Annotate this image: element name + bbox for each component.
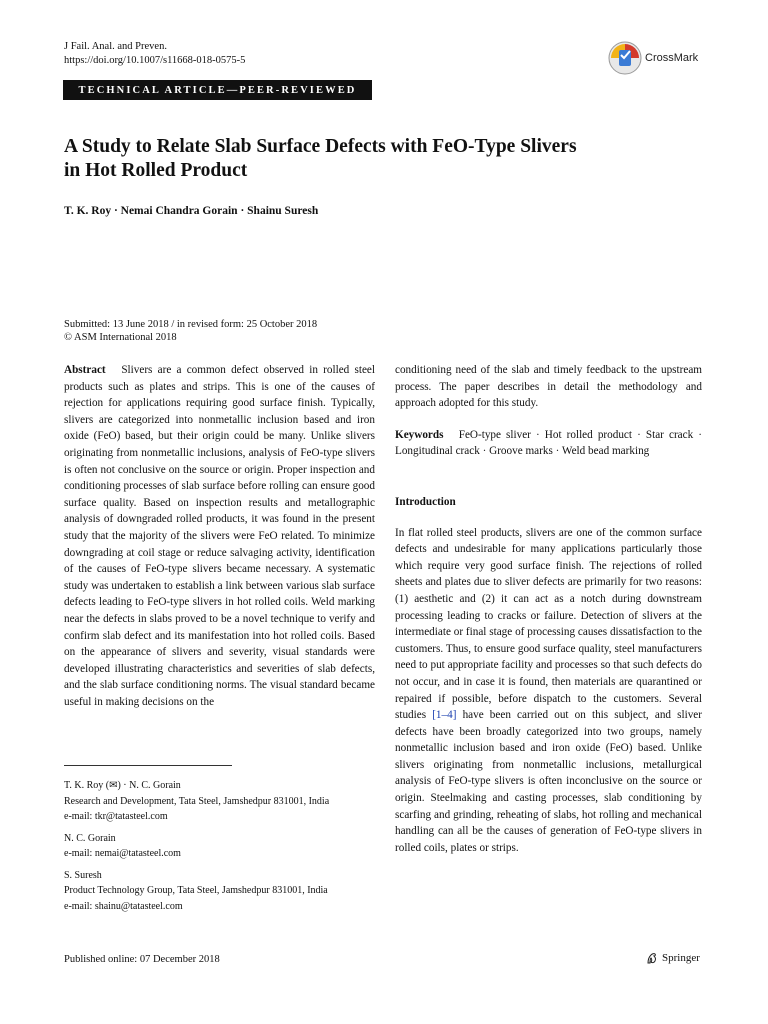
abstract-text: Slivers are a common defect observed in rolled steel products such as plates and strips. This is one of the causes of rejection for applications requiring good surface finish. Typically, slivers are categorized into nonmetallic inclusion based and iron oxide (FeO) based, but their origin could be many. Unlike slivers originating from nonmetallic inclusions, analysis of FeO-type slivers is often not conclusive on the source or origin. Proper inspection and conditioning processes of slab surface before rolling can ensure good surface quality. Based on inspection results and metallographic analysis of downgraded rolled products, it was found in the present study that the majority of the slivers were FeO related. To minimize downgrading at coil stage or reduce salvaging activity, identification of the causes of FeO-type slivers became necessary. A systematic study was undertaken to establish a link between various slab surface defects leading to FeO-type slivers in hot rolled coils. Weld marking near the defects in slabs proved to be a novel technique to verify and confirm slab defect and its manifestation into hot rolled coils. Based on the appearance of slivers and severity, visual standards were developed illustrating characteristics and severities of slab defects, and the slab surface conditioning norms. The visual standard became useful in making decisions on the bbox=[64, 364, 376, 708]
journal-name: J Fail. Anal. and Preven. bbox=[64, 41, 167, 52]
citation-link[interactable]: [1–4] bbox=[432, 709, 457, 722]
affil-2-email[interactable]: e-mail: nemai@tatasteel.com bbox=[64, 848, 181, 859]
affil-1-name: T. K. Roy (✉) · N. C. Gorain bbox=[64, 780, 181, 791]
abstract-section bbox=[64, 362, 375, 710]
abstract-continued: conditioning need of the slab and timely feedback to the upstream process. The paper describes in detail the methodology and approach adopted for this study. bbox=[395, 364, 702, 410]
published-date: Published online: 07 December 2018 bbox=[64, 954, 220, 965]
article-title bbox=[64, 135, 684, 183]
submitted-date: Submitted: 13 June 2018 / in revised form: 25 October 2018 bbox=[64, 319, 318, 330]
affil-1-email[interactable]: e-mail: tkr@tatasteel.com bbox=[64, 811, 168, 822]
affil-1-org: Research and Development, Tata Steel, Jamshedpur 831001, India bbox=[64, 795, 330, 807]
springer-label: Springer bbox=[662, 952, 700, 964]
right-column bbox=[395, 362, 702, 856]
affil-2-name: N. C. Gorain bbox=[64, 832, 116, 844]
intro-text-2: have been carried out on this subject, and sliver defects have been broadly categorized into two groups, namely nonmetallic inclusion based and iron oxide (FeO) based. Unlike slivers originating from nonmetallic inclusions, metallurgical analysis of FeO-type slivers is often inconclusive on the source or origin. Steelmaking and casting processes, slab conditioning by scarfing and grinding, reheating of slabs, hot rolling and mechanical handling can all be the causes of generation of FeO-type slivers in rolled coils, plates or strips. bbox=[395, 709, 702, 854]
crossmark-icon bbox=[608, 41, 642, 75]
affil-3-email[interactable]: e-mail: shainu@tatasteel.com bbox=[64, 900, 183, 912]
author-affiliations bbox=[64, 778, 375, 914]
copyright: © ASM International 2018 bbox=[64, 332, 177, 343]
keywords-text: FeO-type sliver · Hot rolled product · Star crack · Longitudinal crack · Groove marks · Weld bead marking bbox=[395, 428, 702, 458]
footnote-divider bbox=[64, 765, 232, 766]
journal-info bbox=[64, 40, 245, 68]
affil-3-name: S. Suresh bbox=[64, 869, 102, 881]
article-type-banner: TECHNICAL ARTICLE—PEER-REVIEWED bbox=[63, 80, 372, 100]
springer-horse-icon bbox=[645, 951, 659, 965]
author-list: T. K. Roy · Nemai Chandra Gorain · Shainu Suresh bbox=[64, 205, 319, 217]
springer-logo bbox=[645, 951, 700, 965]
doi-link[interactable]: https://doi.org/10.1007/s11668-018-0575-5 bbox=[64, 55, 246, 66]
keywords-heading: Keywords bbox=[395, 428, 444, 441]
abstract-heading: Abstract bbox=[64, 364, 106, 376]
introduction-body bbox=[395, 525, 702, 857]
crossmark-label: CrossMark bbox=[645, 52, 699, 64]
introduction-heading: Introduction bbox=[395, 495, 456, 508]
affil-3-org: Product Technology Group, Tata Steel, Jamshedpur 831001, India bbox=[64, 885, 328, 896]
title-line-2: in Hot Rolled Product bbox=[64, 160, 248, 181]
keywords bbox=[395, 427, 702, 460]
title-line-1: A Study to Relate Slab Surface Defects with FeO-Type Slivers bbox=[64, 136, 577, 157]
intro-text-1: In flat rolled steel products, slivers are one of the common surface defects and undesirable for many applications particularly those which require very good surface finish. The rejections of rolled sheets and plates due to sliver defects are primarily for two reasons: (1) aesthetic and (2) it can act as a notch during downstream processing leading to cracks or failure. Detection of slivers at the intermediate or final stage of processing causes dissatisfaction to the customers. Thus, to ensure good surface quality, steel manufacturers need to put appropriate facility and processes so that such defects do not occur, and in case it is found, then materials are quarantined or repaired if possible, before dispatch to the customers. Several studies bbox=[395, 526, 702, 722]
submission-dates bbox=[64, 318, 317, 344]
crossmark-badge[interactable] bbox=[608, 40, 708, 76]
